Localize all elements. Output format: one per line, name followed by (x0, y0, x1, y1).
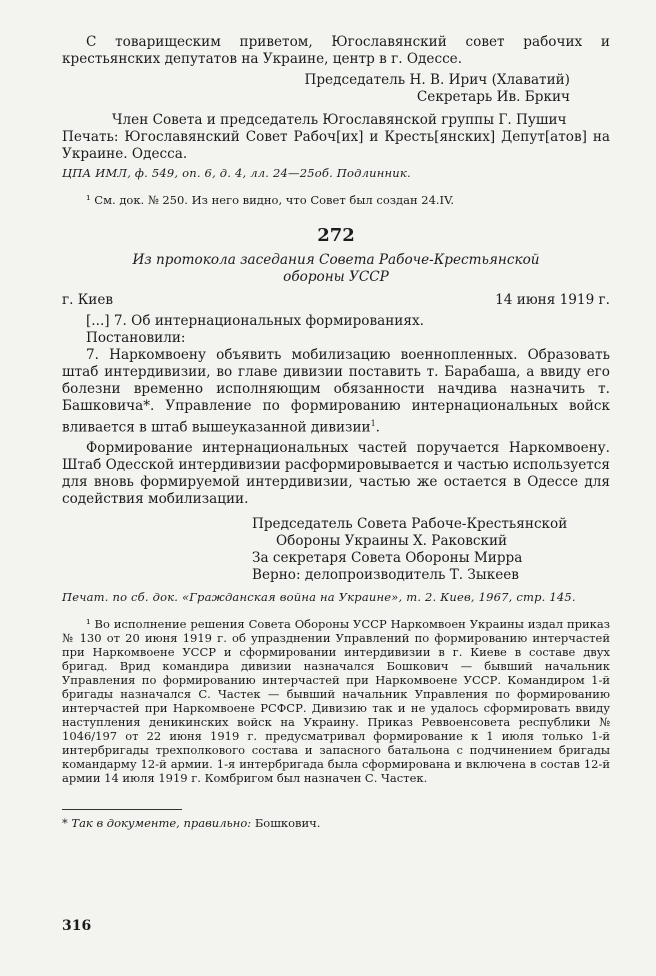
archive-reference: ЦПА ИМЛ, ф. 549, оп. 6, д. 4, лл. 24—25об. Подлинник. (62, 166, 411, 180)
star-footnote (62, 816, 610, 830)
place: г. Киев (62, 291, 114, 308)
place-date-line (62, 292, 610, 309)
closing-paragraph: С товарищеским приветом, Югославянский совет рабочих и крестьянских депутатов на Украине, центр в г. Одессе. (62, 34, 610, 67)
footnote-divider (62, 809, 182, 810)
signature-line-3: За секретаря Совета Обороны Мирра (252, 550, 523, 567)
footnote-1-top: ¹ См. док. № 250. Из него видно, что Совет был создан 24.IV. (86, 192, 455, 207)
resolution-paragraph-1: 7. Наркомвоену объявить мобилизацию военнопленных. Образовать штаб интердивизии, во главе дивизии поставить т. Барабаша, а ввиду его болезни временно исполняющим обязанности начдива назначить т. Башковича*. Управление по формированию интернациональных войск вливается в штаб вышеуказанной дивизии$^1$. (62, 346, 610, 436)
date: 14 июня 1919 г. (495, 291, 610, 308)
page-number: 316 (62, 918, 92, 934)
signature-line-1: Председатель Совета Рабоче-Крестьянской (252, 516, 568, 533)
secretary-signature: Секретарь Ив. Бркич (416, 89, 570, 105)
resolved-label: Постановили: (86, 329, 186, 346)
signature-line-4: Верно: делопроизводитель Т. Зыкеев (252, 567, 519, 584)
seal-text: Печать: Югославянский Совет Рабоч[их] и Кресть[янских] Депут[атов] на Украине. Одесса. (62, 129, 610, 162)
signature-line-2: Обороны Украины Х. Раковский (276, 533, 508, 550)
star-footnote-italic: * Так в документе, правильно: (62, 815, 252, 830)
document-page (62, 34, 610, 830)
footnote-1-bottom: ¹ Во исполнение решения Совета Обороны УССР Наркомвоен Украины издал приказ № 130 от 20 июня 1919 г. об упразднении Управлений по формированию интерчастей при Наркомвоене УССР и сформировании интердивизии в г. Киеве в составе двух бригад. Врид командира дивизии назначался Бошкович — бывший начальник Управления по формированию интерчастей при Наркомвоене УССР. Командиром 1-й бригады назначался С. Частек — бывший начальник Управления по формированию интерчастей при Наркомвоене РСФСР. Дивизию так и не удалось сформировать ввиду наступления деникинских войск на Украину. Приказ Реввоенсовета республики № 1046/197 от 22 июня 1919 г. предусматривал формирование к 1 июля только 1-й интербригады трехполкового состава и запасного батальона с подчинением бригады командарму 12-й армии. 1-я интербригада была сформирована и включена в состав 12-й армии 14 июля 1919 г. Комбригом был назначен С. Частек. (62, 616, 610, 785)
signature-block (62, 516, 610, 584)
chair-signature: Председатель Н. В. Ирич (Хлаватий) (304, 72, 570, 88)
resolution-paragraph-2: Формирование интернациональных частей поручается Наркомвоену. Штаб Одесской интердивизии расформировывается и частью используется для вновь формируемой интердивизии, частью же остается в Одессе для содействия мобилизации. (62, 440, 610, 508)
footnote-marker: 1 (370, 418, 376, 428)
document-title: Из протокола заседания Совета Рабоче-Крестьянской обороны УССР (132, 251, 540, 285)
resolution-text-1: 7. Наркомвоену объявить мобилизацию военнопленных. Образовать штаб интердивизии, во главе дивизии поставить т. Барабаша, а ввиду его болезни временно исполняющим обязанности начдива назначить т. Башковича*. Управление по формированию интернациональных войск вливается в штаб вышеуказанной дивизии (62, 346, 610, 436)
member-signature: Член Совета и председатель Югославянской группы Г. Пушич (112, 112, 567, 128)
agenda-item: [...] 7. Об интернациональных формированиях. (86, 312, 424, 329)
document-number: 272 (317, 224, 355, 246)
source-reference: Печат. по сб. док. «Гражданская война на Украине», т. 2. Киев, 1967, стр. 145. (62, 590, 576, 605)
star-footnote-word: Бошкович. (254, 815, 321, 830)
